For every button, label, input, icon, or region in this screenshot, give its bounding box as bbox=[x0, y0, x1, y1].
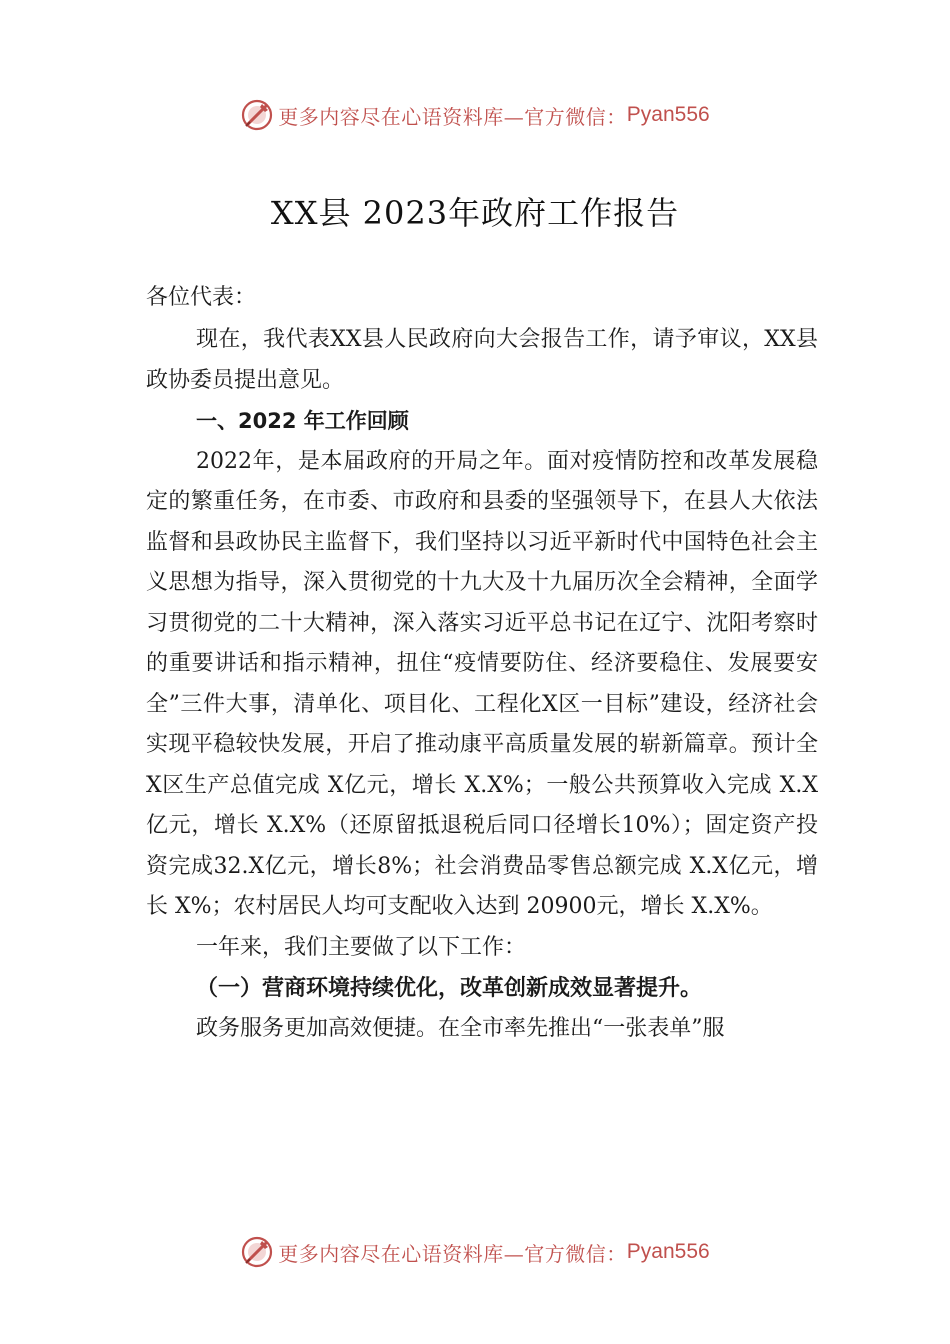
subsection-heading: （一）营商环境持续优化，改革创新成效显著提升。 bbox=[196, 975, 703, 1001]
watermark-text: 更多内容尽在心语资料库—官方微信： bbox=[278, 1241, 627, 1266]
watermark-banner-top bbox=[0, 95, 950, 135]
section-heading: 一、2022 年工作回顾 bbox=[196, 409, 409, 433]
salutation: 各位代表： bbox=[146, 285, 257, 310]
watermark-text: 更多内容尽在心语资料库—官方微信： bbox=[278, 104, 627, 129]
watermark-wechat-id: Pyan556 bbox=[626, 103, 710, 126]
salutation-block bbox=[146, 278, 818, 319]
document-title: XX县 2023年政府工作报告 bbox=[270, 194, 680, 232]
paragraph-summary: 一年来，我们主要做了以下工作： bbox=[196, 934, 527, 960]
pen-seal-icon bbox=[240, 1235, 274, 1269]
paragraph-services: 政务服务更加高效便捷。在全市率先推出“一张表单”服 bbox=[196, 1015, 725, 1041]
document-body bbox=[146, 320, 818, 1049]
watermark-banner-bottom bbox=[0, 1232, 950, 1272]
watermark-wechat-id: Pyan556 bbox=[626, 1240, 710, 1263]
paragraph-intro: 现在，我代表XX县人民政府向大会报告工作，请予审议，XX县政协委员提出意见。 bbox=[146, 327, 818, 393]
paragraph-review: 2022年，是本届政府的开局之年。面对疫情防控和改革发展稳定的繁重任务，在市委、市政府和县委的坚强领导下，在县人大依法监督和县政协民主监督下，我们坚持以习近平新时代中国特色社会主义思想为指导，深入贯彻党的十九大及十九届历次全会精神，全面学习贯彻党的二十大精神，深入落实习近平总书记在辽宁、沈阳考察时的重要讲话和指示精神，扭住“疫情要防住、经济要稳住、发展要安全”三件大事，清单化、项目化、工程化X区一目标”建设，经济社会实现平稳较快发展，开启了推动康平高质量发展的崭新篇章。预计全X区生产总值完成 X亿元，增长 X.X%；一般公共预算收入完成 X.X亿元，增长 X.X%（还原留抵退税后同口径增长10%）；固定资产投资完成32.X亿元，增长8%；社会消费品零售总额完成 X.X亿元，增长 X%；农村居民人均可支配收入达到 20900元，增长 X.X%。 bbox=[146, 448, 818, 919]
pen-seal-icon bbox=[240, 98, 274, 132]
